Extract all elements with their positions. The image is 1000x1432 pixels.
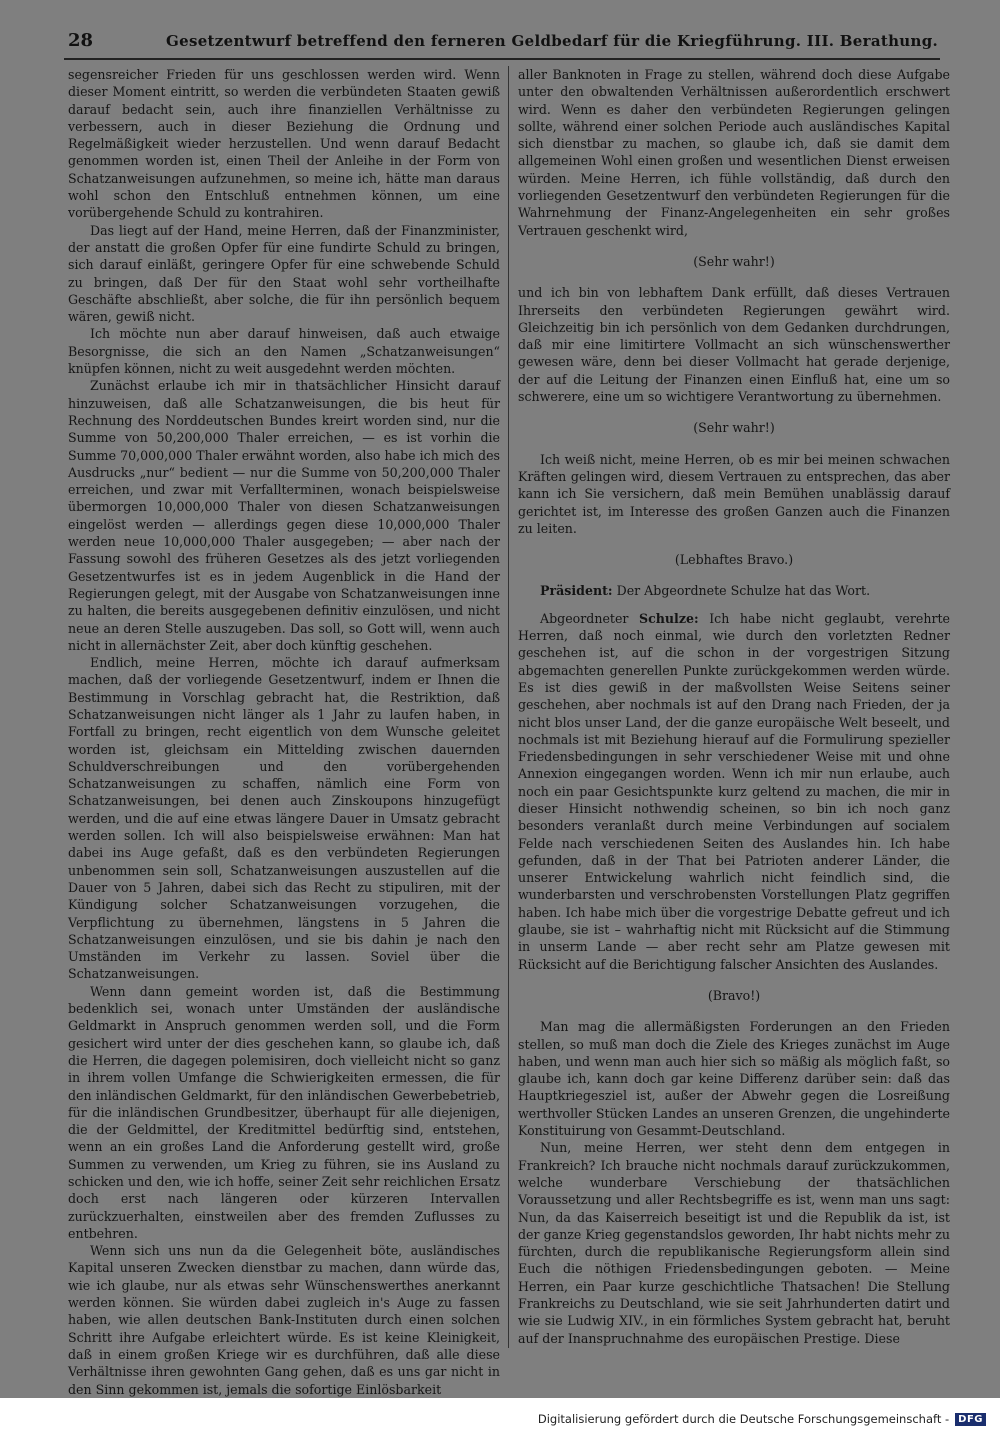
interjection: (Lebhaftes Bravo.) — [674, 552, 794, 568]
paragraph: segensreicher Frieden für uns geschlossen werden wird. Wenn dieser Moment eintritt, so werden die verbündeten Staaten gewiß darauf bedacht sein, auch ihre finanziellen Verhältnisse zu verbessern, auch in dieser Beziehung die Ordnung und Regelmäßigkeit wieder herzustellen. Und wenn darauf Bedacht genommen worden ist, einen Theil der Anleihe in der Form von Schatzanweisungen aufzunehmen, so meine ich, hätte man daraus wohl schon den Entschluß entnehmen können, um eine vorübergehende Schuld zu kontrahiren. — [68, 67, 500, 221]
speaker-name: Schulze: — [638, 610, 699, 626]
paragraph: Man mag die allermäßigsten Forderungen an den Frieden stellen, so muß man doch die Ziele des Krieges zunächst im Auge haben, und wenn man auch hier sich so mäßig als möglich faßt, so glaube ich, kann doch gar keine Differenz darüber sein: daß das Hauptkriegesziel ist, außer der Abwehr gegen die Losreißung werthvoller Stücken Landes an unseren Grenzen, die ungehinderte Konstituirung von Gesammt-Deutschland. — [518, 1019, 950, 1139]
paragraph: Ich möchte nun aber darauf hinweisen, daß auch etwaige Besorgnisse, die sich an den Namen „Schatzanweisungen“ knüpfen können, nicht zu weit ausgedehnt werden möchten. — [68, 326, 500, 377]
right-column — [518, 66, 950, 1351]
paragraph: Zunächst erlaube ich mir in thatsächlicher Hinsicht darauf hinzuweisen, daß alle Schatzanweisungen, die bis heut für Rechnung des Norddeutschen Bundes kreirt worden sind, nur die Summe von 50,200,000 Thaler erreichen, — es ist vorhin die Summe 70,000,000 Thaler erwähnt worden, also habe ich mich des Ausdrucks „nur“ bedient — nur die Summe von 50,200,000 Thaler erreichen, und zwar mit Verfallterminen, wonach beispielsweise übermorgen 10,000,000 Thaler von diesen Schatzanweisungen eingelöst werden — allerdings gegen diese 10,000,000 Thaler werden neue 10,000,000 Thaler ausgegeben; — aber nach der Fassung sowohl des früheren Gesetzes als des jetzt vorliegenden Gesetzentwurfes ist es in jedem Augenblick in die Hand der Regierungen gelegt, mit der Ausgabe von Schatzanweisungen inne zu halten, die bereits ausgegebenen definitiv einzulösen, und nicht neue an deren Stelle auszugeben. Das soll, so Gott will, wenn auch nicht in allernächster Zeit, aber doch künftig geschehen. — [68, 378, 500, 653]
paragraph: Wenn dann gemeint worden ist, daß die Bestimmung bedenklich sei, wonach unter Umständen der ausländische Geldmarkt in Anspruch genommen werden soll, und die Form gesichert wird unter der dies geschehen kann, so glaube ich, daß die Herren, die dagegen polemisiren, doch vielleicht nicht so ganz in ihrem vollen Umfange die Schwierigkeiten ermessen, die für den inländischen Geldmarkt, für den inländischen Gewerbebetrieb, für die inländischen Grundbesitzer, überhaupt für alle diejenigen, die der Geldmittel, der Kreditmittel bedürftig sind, entstehen, wenn an ein großes Land die Anforderung gestellt wird, große Summen zu verwenden, um Krieg zu führen, sie ins Ausland zu schicken und den, wie ich hoffe, seiner Zeit sehr reichlichen Ersatz doch erst nach längeren oder kürzeren Intervallen zurückzuerhalten, einstweilen aber des fremden Zuflusses zu entbehren. — [68, 983, 500, 1241]
header-rule — [64, 58, 940, 60]
paragraph: Wenn sich uns nun da die Gelegenheit böte, ausländisches Kapital unseren Zwecken dienstbar zu machen, dann würde das, wie ich glaube, nur als etwas sehr Wünschenswerthes anerkannt werden können. Sie würden dabei zugleich in's Auge zu fassen haben, wie allen deutschen Bank-Instituten durch einen solchen Schritt ihre Aufgabe erleichtert würde. Es ist keine Kleinigkeit, daß in einem großen Kriege wir es durchführen, daß alle diese Verhältnisse ihren gewohnten Gang gehen, daß es uns gar nicht in den Sinn gekommen ist, jemals die sofortige Einlösbarkeit — [68, 1243, 500, 1397]
interjection: (Sehr wahr!) — [693, 253, 775, 269]
page-number: 28 — [68, 30, 94, 51]
speech-text: Ich habe nicht geglaubt, verehrte Herren, daß noch einmal, wie durch den vorletzten Redner geschehen ist, auf die schon in der vorgestrigen Sitzung abgemachten generellen Punkte zurückgekommen werden würde. Es ist dies gewiß in der maßvollsten Weise Seitens seiner geschehen, aber nochmals ist auf den Drang nach Frieden, der ja nicht blos unser Land, der die ganze europäische Welt beseelt, und nochmals ist mit Beziehung hierauf auf die Formulirung spezieller Friedensbedingungen in sehr verschiedener Weise mit und ohne Annexion eingegangen worden. Wenn ich mir nun erlaube, auch noch ein paar Gesichtspunkte kurz geltend zu machen, die mir in dieser Hinsicht nothwendig scheinen, so bin ich noch ganz besonders veranlaßt durch meine Verbindungen auf socialem Felde nach verschiedenen Seiten des Auslandes hin. Ich habe gefunden, daß in der That bei Patrioten anderer Länder, die unserer Entwickelung wahrlich nicht feindlich sind, die wunderbarsten und verschrobensten Vorstellungen Platz gegriffen haben. Ich habe mich über die vorgestrige Debatte gefreut und ich glaube, sie ist – wahrhaftig nicht mit Rücksicht auf die Stimmung in unserm Lande — aber recht sehr am Platze gewesen mit Rücksicht auf die Berichtigung falscher Ansichten des Auslandes. — [518, 610, 950, 972]
interjection: (Bravo!) — [707, 987, 761, 1003]
paragraph: Ich weiß nicht, meine Herren, ob es mir bei meinen schwachen Kräften gelingen wird, diesem Vertrauen zu entsprechen, das aber kann ich Sie versichern, daß mein Bemühen unablässig darauf gerichtet ist, im Interesse des großen Ganzen auch die Finanzen zu leiten. — [518, 451, 950, 536]
president-statement — [518, 582, 950, 599]
paragraph: Das liegt auf der Hand, meine Herren, daß der Finanzminister, der anstatt die großen Opfer für eine fundirte Schuld zu bringen, sich darauf einläßt, geringere Opfer für eine schwebende Schuld zu bringen, daß Der für den Staat wohl sehr vortheilhafte Geschäfte abschließt, aber solche, die für ihn persönlich bequem wären, gewiß nicht. — [68, 222, 500, 325]
speaker-prefix: Abgeordneter — [540, 610, 629, 626]
president-text: Der Abgeordnete Schulze hat das Wort. — [616, 583, 871, 599]
digitization-credit — [538, 1410, 986, 1428]
running-title: Gesetzentwurf betreffend den ferneren Geldbedarf für die Kriegführung. III. Berathung. — [166, 32, 938, 50]
dfg-logo: DFG — [955, 1413, 986, 1426]
paragraph: Nun, meine Herren, wer steht denn dem entgegen in Frankreich? Ich brauche nicht nochmals darauf zurückzukommen, welche wunderbare Verschiebung der thatsächlichen Voraussetzung und aller Rechtsbegriffe es ist, wenn man uns sagt: Nun, da das Kaiserreich beseitigt ist und die Republik da ist, ist der ganze Krieg gegenstandslos geworden, Ihr habt nichts mehr zu fürchten, durch die republikanische Regierungsform allein sind Euch die nöthigen Friedensbedingungen geboten. — Meine Herren, ein Paar kurze geschichtliche Thatsachen! Die Stellung Frankreichs zu Deutschland, wie sie seit Jahrhunderten datirt und wie sie Ludwig XIV., in ein förmliches System gebracht hat, beruht auf der Inanspruchnahme des europäischen Prestige. Diese — [518, 1140, 950, 1346]
left-column — [68, 66, 500, 1397]
paragraph: Endlich, meine Herren, möchte ich darauf aufmerksam machen, daß der vorliegende Gesetzentwurf, indem er Ihnen die Bestimmung in Vorschlag gebracht hat, die Restriktion, daß Schatzanweisungen nicht länger als 1 Jahr zu laufen haben, in Fortfall zu bringen, recht eigentlich von dem Wunsche geleitet worden ist, gleichsam ein Mittelding zwischen dauernden Schuldverschreibungen und den vorübergehenden Schatzanweisungen zu schaffen, nämlich eine Form von Schatzanweisungen, bei denen auch Zinskoupons hinzugefügt werden, und die auf eine etwas längere Dauer in Umsatz gebracht werden sollen. Ich will also beispielsweise erwähnen: Man hat dabei ins Auge gefaßt, daß es den verbündeten Regierungen unbenommen sein soll, Schatzanweisungen auszustellen auf die Dauer von 5 Jahren, dabei sich das Recht zu stipuliren, mit der Kündigung solcher Schatzanweisungen vorzugehen, die Verpflichtung zu übernehmen, längstens in 5 Jahren die Schatzanweisungen einzulösen, und sie bis dahin je nach den Umständen im Verkehr zu lassen. Soviel über die Schatzanweisungen. — [68, 655, 500, 982]
paragraph: aller Banknoten in Frage zu stellen, während doch diese Aufgabe unter den obwaltenden Verhältnissen außerordentlich erschwert wird. Wenn es daher den verbündeten Regierungen gelingen sollte, während einer solchen Periode auch ausländisches Kapital sich dienstbar zu machen, so glaube ich, daß sie damit dem allgemeinen Wohl einen großen und wesentlichen Dienst erweisen würden. Meine Herren, ich fühle vollständig, daß durch den vorliegenden Gesetzentwurf den verbündeten Regierungen für die Wahrnehmung der Finanz-Angelegenheiten ein sehr großes Vertrauen geschenkt wird, — [518, 67, 950, 238]
president-label: Präsident: — [540, 583, 613, 599]
interjection: (Sehr wahr!) — [693, 420, 775, 436]
page-header — [68, 28, 938, 56]
speech-paragraph — [518, 610, 950, 973]
credit-text: Digitalisierung gefördert durch die Deutsche Forschungsgemeinschaft - — [537, 1412, 950, 1426]
column-divider — [508, 66, 509, 1348]
paragraph: und ich bin von lebhaftem Dank erfüllt, daß dieses Vertrauen Ihrerseits den verbündeten Regierungen gewährt wird. Gleichzeitig bin ich persönlich von dem Gedanken durchdrungen, daß mir eine limitirtere Vollmacht an sich wünschenswerther gewesen wäre, denn bei dieser Vollmacht hat gerade derjenige, der auf die Leitung der Finanzen einen Einfluß hat, eine um so schwerere, eine um so wichtigere Verantwortung zu übernehmen. — [518, 285, 950, 405]
